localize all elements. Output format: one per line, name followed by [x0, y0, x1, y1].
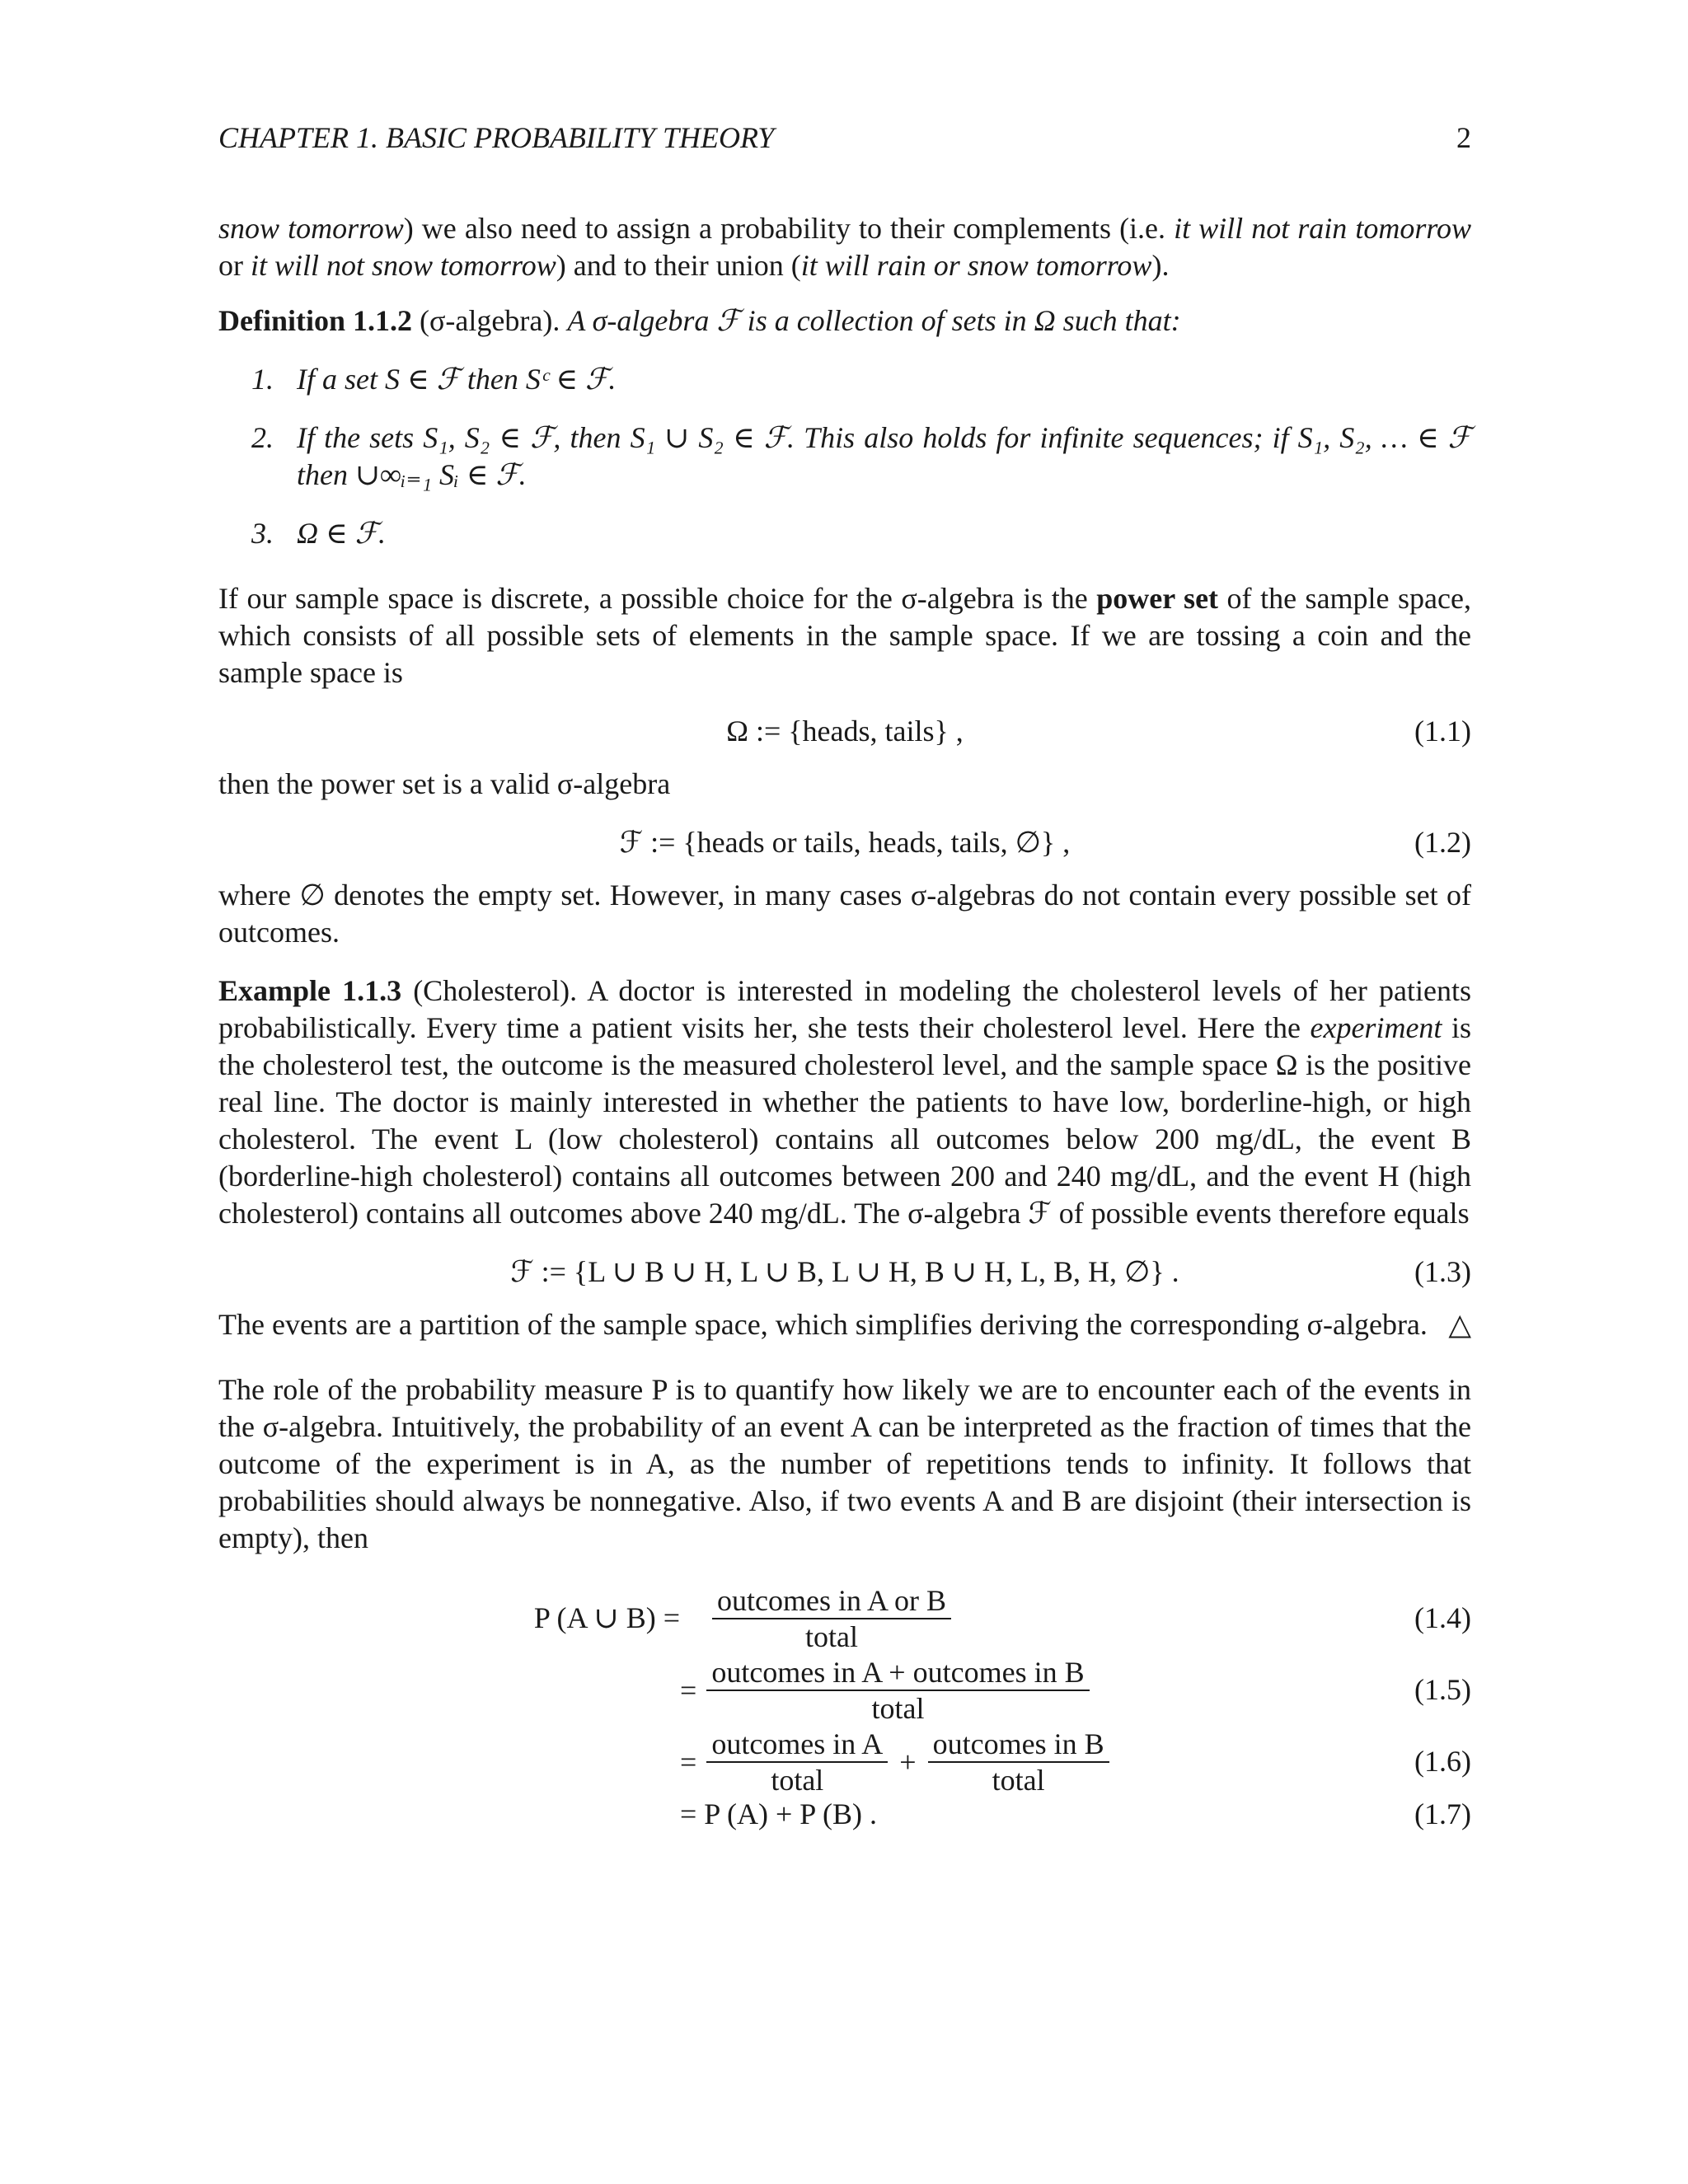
example-name: (Cholesterol). [413, 974, 578, 1007]
aligned-equations [218, 1575, 1471, 1830]
example-paragraph [218, 972, 1471, 1232]
fraction-numerator: outcomes in B [928, 1727, 1109, 1763]
definition-block [218, 302, 1471, 340]
partition-paragraph [218, 1306, 1471, 1343]
list-number: 3. [251, 517, 274, 550]
example-text-2: is the cholesterol test, the outcome is the measured cholesterol level, and the sample space Ω is the positive real line. The doctor is mainly interested in whether the patients to have low, borderline-high, or high cholesterol. The event L (low cholesterol) contains all outcomes below 200 mg/dL, the event B (borderline-high cholesterol) contains all outcomes between 200 and 240 mg/dL, and the event H (high cholesterol) contains all outcomes above 240 mg/dL. The σ-algebra ℱ of possible events therefore equals [218, 1011, 1471, 1230]
list-text: If the sets S₁, S₂ ∈ ℱ, then S₁ ∪ S₂ ∈ ℱ. This also holds for infinite sequences; if S₁, S₂, … ∈ ℱ then ∪∞ᵢ₌₁ Sᵢ ∈ ℱ. [297, 421, 1471, 491]
intro-italic-4: it will rain or snow tomorrow [800, 249, 1152, 282]
partition-text: The events are a partition of the sample space, which simplifies deriving the corresponding σ-algebra. [218, 1308, 1428, 1341]
align-rhs: = P (A) + P (B) . [680, 1797, 877, 1830]
definition-label: Definition 1.1.2 [218, 304, 413, 337]
equation-number: (1.3) [1414, 1255, 1471, 1288]
role-paragraph: The role of the probability measure P is to quantify how likely we are to encounter each of the events in the σ-algebra. Intuitively, the probability of an event A can be interpreted as the fraction of times that the outcome of the experiment is in A, as the number of repetitions tends to infinity. It follows that probabilities should always be nonnegative. Also, if two events A and B are disjoint (their intersection is empty), then [218, 1373, 1471, 1554]
running-header [218, 120, 1471, 157]
example-italic: experiment [1310, 1011, 1442, 1044]
fraction-denominator: total [992, 1764, 1045, 1797]
fraction-numerator: outcomes in A + outcomes in B [706, 1655, 1089, 1691]
equation-number: (1.1) [1414, 715, 1471, 748]
fraction [928, 1727, 1109, 1797]
equals-sign: = [680, 1745, 697, 1779]
fraction-denominator: total [805, 1620, 858, 1653]
fraction [712, 1583, 951, 1654]
intro-text-1: ) we also need to assign a probability to their complements (i.e. [403, 212, 1175, 245]
example-label: Example 1.1.3 [218, 974, 402, 1007]
equation-1-1 [218, 710, 1471, 752]
list-number: 2. [251, 421, 274, 454]
align-lhs: P (A ∪ B) = [533, 1601, 680, 1634]
equation-number: (1.2) [1414, 826, 1471, 859]
align-rhs [680, 1655, 1093, 1726]
fraction [706, 1727, 888, 1797]
equation-1-3 [218, 1250, 1471, 1293]
list-item [218, 419, 1471, 494]
power-text-1: If our sample space is discrete, a possible choice for the σ-algebra is the [218, 582, 1097, 615]
definition-text: A σ-algebra ℱ is a collection of sets in Ω such that: [567, 304, 1181, 337]
definition-list [218, 361, 1471, 552]
intro-text-3: ) and to their union ( [556, 249, 801, 282]
power-set-term: power set [1096, 582, 1219, 615]
fraction-denominator: total [771, 1764, 824, 1797]
power-text-2: of the sample space, which consists of all possible sets of elements in the sample space. If we are tossing a coin and the sample space is [218, 582, 1471, 689]
intro-italic-2: it will not rain tomorrow [1174, 212, 1472, 245]
equation-expr: Ω := {heads, tails} , [726, 715, 964, 748]
where-paragraph: where ∅ denotes the empty set. However, in many cases σ-algebras do not contain every possible set of outcomes. [218, 879, 1471, 949]
plus-sign: + [899, 1745, 917, 1779]
list-number: 1. [251, 363, 274, 396]
intro-text-2: or [218, 249, 251, 282]
list-item [218, 361, 1471, 398]
fraction [706, 1655, 1089, 1726]
equals-sign: = [680, 1673, 697, 1707]
intro-italic-1: snow tomorrow [218, 212, 404, 245]
align-rhs [680, 1727, 1113, 1797]
intro-italic-3: it will not snow tomorrow [251, 249, 556, 282]
intro-text-4: ). [1151, 249, 1170, 282]
fraction-numerator: outcomes in A [706, 1727, 888, 1763]
definition-name: (σ-algebra). [420, 304, 560, 337]
equation-number: (1.6) [1414, 1745, 1471, 1778]
equation-expr: ℱ := {L ∪ B ∪ H, L ∪ B, L ∪ H, B ∪ H, L, B, H, ∅} . [510, 1255, 1179, 1288]
then-paragraph: then the power set is a valid σ-algebra [218, 767, 671, 800]
example-text-1: A doctor is interested in modeling the cholesterol levels of her patients probabilistically. Every time a patient visits her, she tests their cholesterol level. Here the [218, 974, 1471, 1044]
end-of-example-triangle-icon: △ [1448, 1308, 1471, 1341]
fraction-denominator: total [871, 1692, 925, 1725]
list-text: If a set S ∈ ℱ then Sᶜ ∈ ℱ. [297, 363, 617, 396]
list-text: Ω ∈ ℱ. [297, 517, 386, 550]
page [218, 120, 1472, 1830]
fraction-numerator: outcomes in A or B [712, 1583, 951, 1619]
equation-number: (1.7) [1414, 1797, 1471, 1830]
equation-number: (1.5) [1414, 1673, 1471, 1706]
equation-1-2 [218, 821, 1471, 864]
intro-paragraph [218, 210, 1471, 284]
list-item [218, 515, 1471, 552]
power-set-paragraph [218, 580, 1471, 691]
align-rhs [709, 1583, 954, 1654]
equation-number: (1.4) [1414, 1601, 1471, 1634]
chapter-title: CHAPTER 1. BASIC PROBABILITY THEORY [218, 121, 775, 154]
equation-expr: ℱ := {heads or tails, heads, tails, ∅} , [619, 826, 1071, 859]
page-number: 2 [1456, 121, 1471, 154]
